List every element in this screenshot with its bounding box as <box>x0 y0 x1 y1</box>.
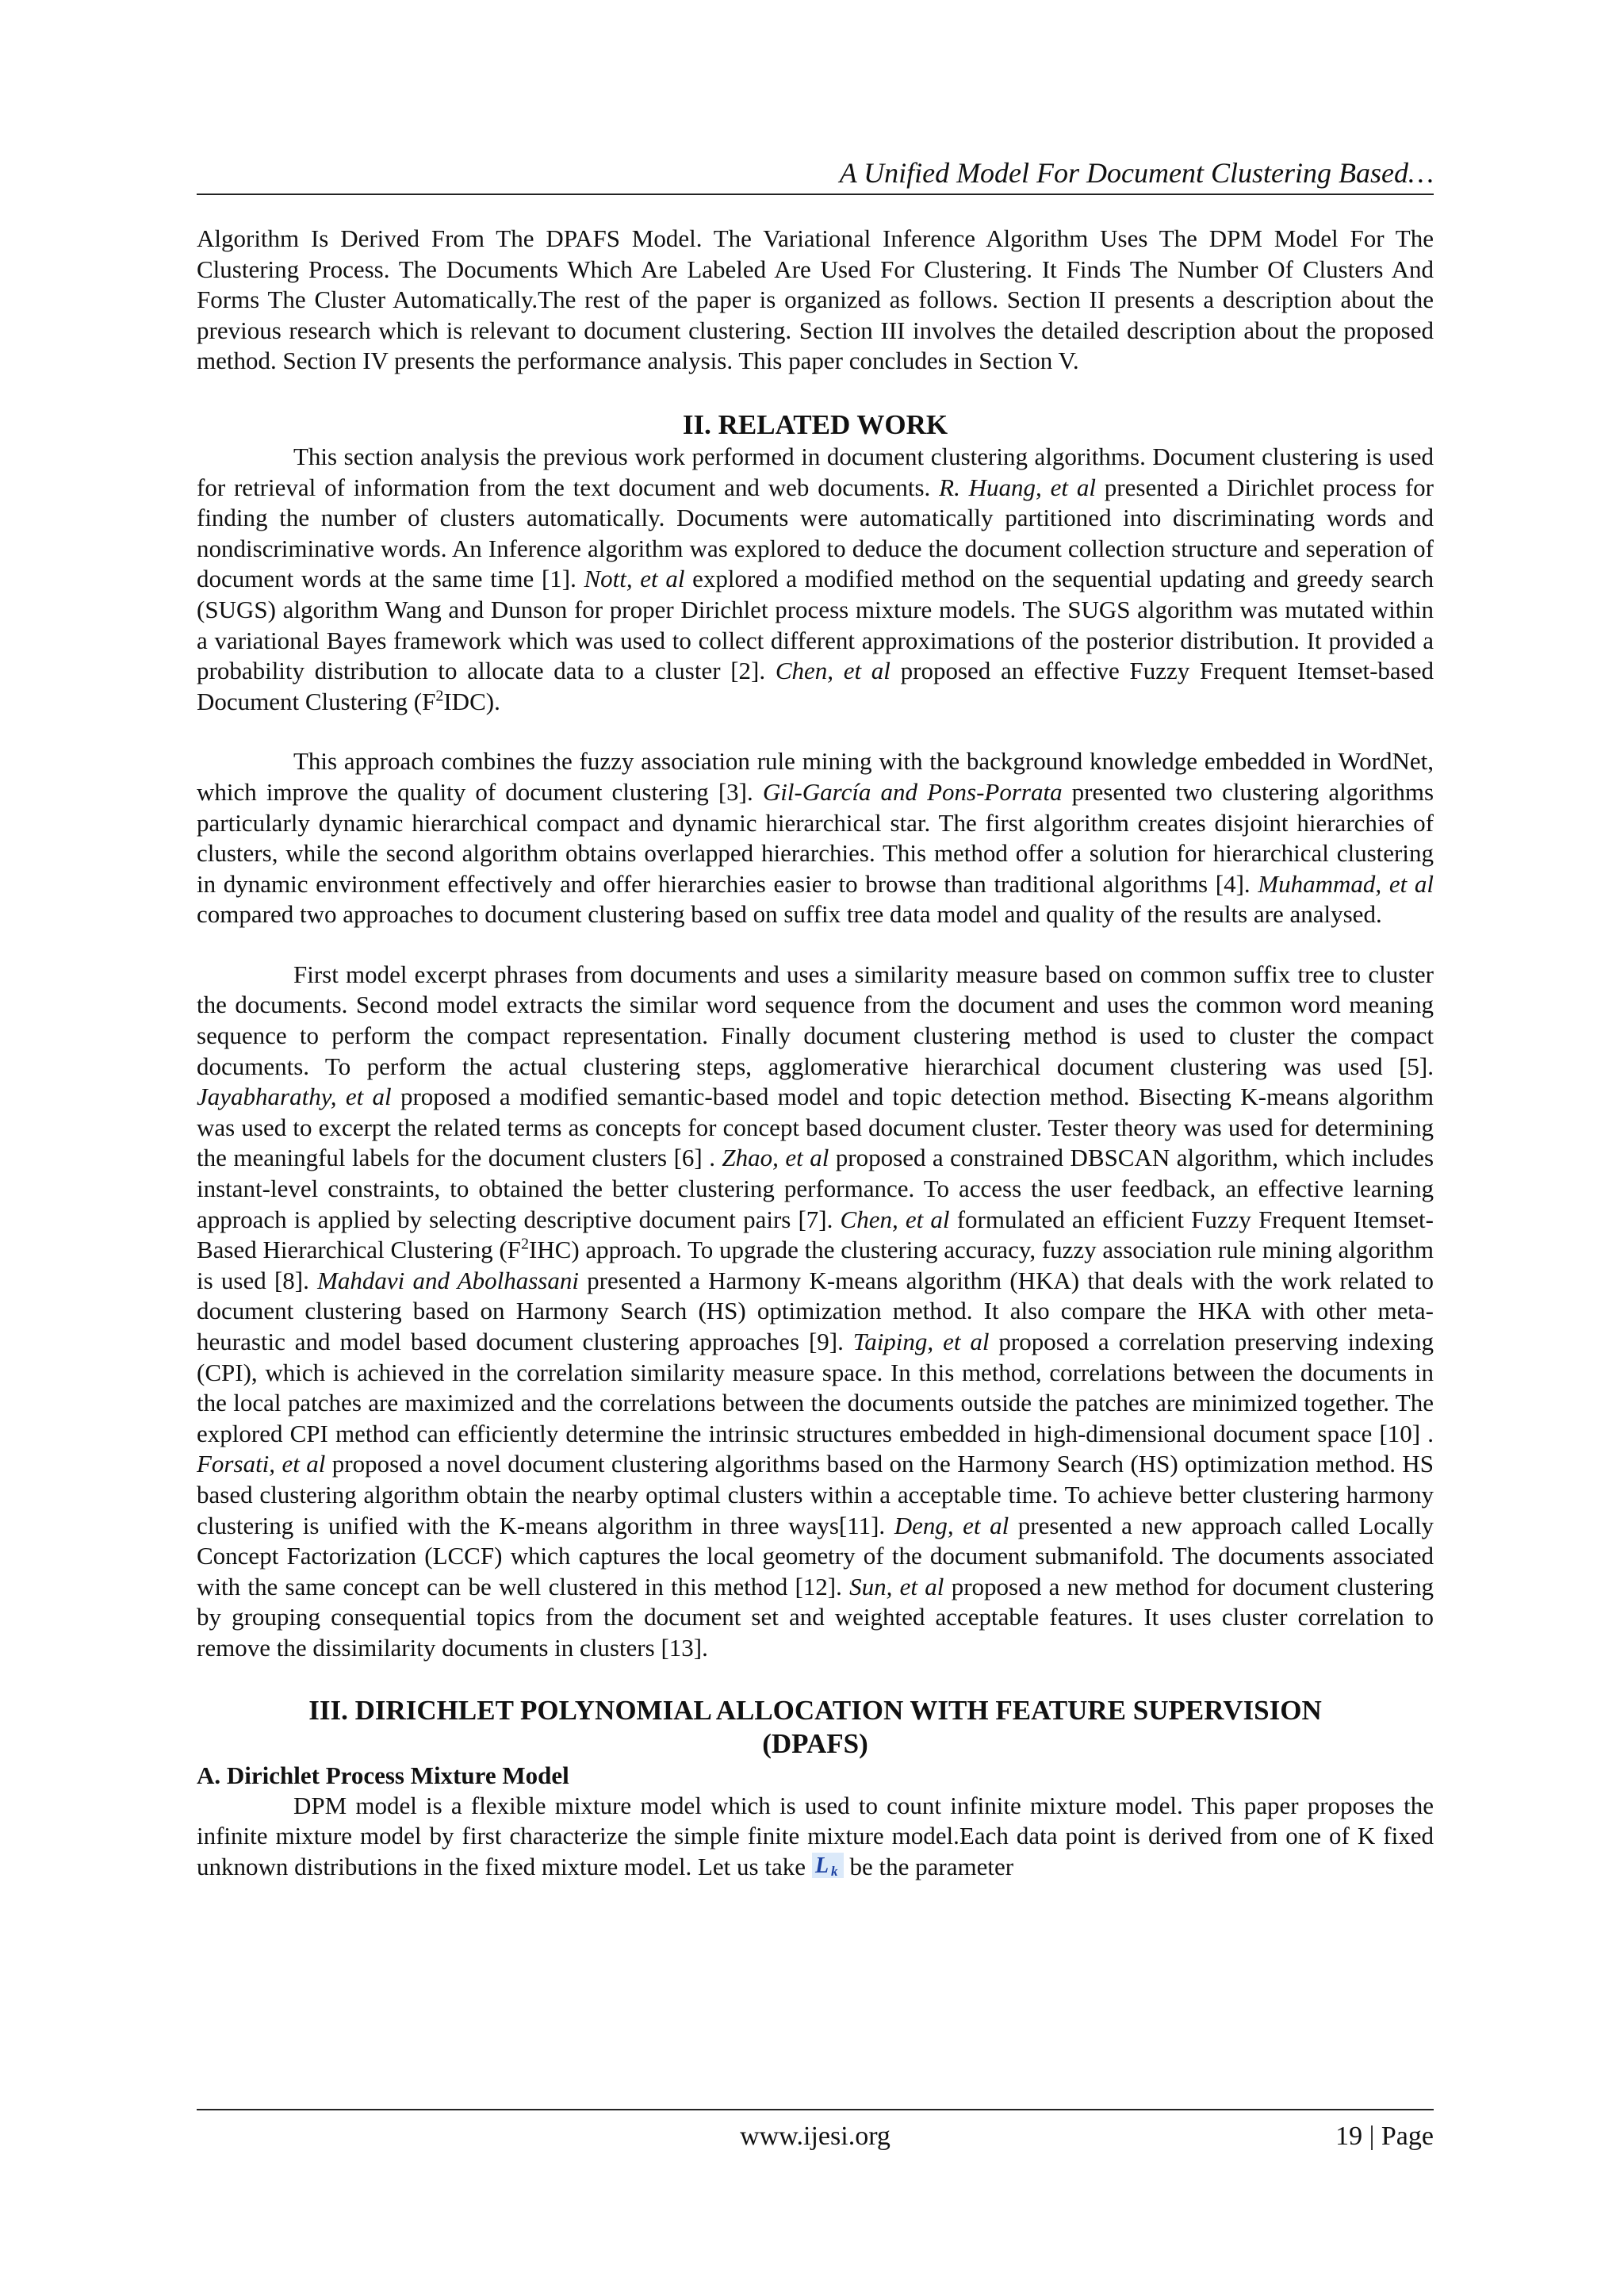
author-citation: Jayabharathy, et al <box>197 1083 392 1111</box>
text-run: This approach combines the fuzzy association rule mining with the background knowledge embedded in WordNet, which improve the quality of document clustering [3]. <box>197 747 1434 806</box>
superscript: 2 <box>520 1235 529 1253</box>
text-run: proposed a modified semantic-based model and topic detection method. Bisecting K-means algorithm was used to excerpt the related terms as concepts for concept based document cluster. Tester theory was used for determining the meaningful labels for the document clusters [6] . <box>197 1083 1434 1172</box>
author-citation: Nott, et al <box>584 565 685 593</box>
text-run: IHC) approach. To upgrade the clustering accuracy, fuzzy association rule mining algorithm is used [8]. <box>197 1236 1434 1294</box>
author-citation: Deng, et al <box>894 1511 1009 1539</box>
symbol-letter: L <box>814 1853 829 1878</box>
page-footer <box>197 2119 1434 2154</box>
parameter-symbol-lk <box>812 1853 844 1878</box>
text-run: explored a modified method on the sequential updating and greedy search (SUGS) algorithm Wang and Dunson for proper Dirichlet process mixture models. The SUGS algorithm was mutated within a variational Bayes framework which was used to collect different approximations of the posterior distribution. It provided a probability distribution to allocate data to a cluster [2]. <box>197 565 1434 685</box>
author-citation: Chen, et al <box>840 1205 950 1233</box>
subsection-heading-dpm: A. Dirichlet Process Mixture Model <box>197 1761 569 1789</box>
footer-rule <box>197 2109 1434 2110</box>
heading-line: (DPAFS) <box>762 1727 868 1759</box>
text-run: DPM model is a flexible mixture model which is used to count infinite mixture model. This paper proposes the infinite mixture model by first characterize the simple finite mixture model.Each data point is derived from one of K fixed unknown distributions in the fixed mixture model. Let us take <box>197 1791 1434 1880</box>
paragraph-gap <box>197 930 1434 960</box>
paper-page <box>197 0 1434 2296</box>
related-work-paragraph-3 <box>197 960 1434 1664</box>
journal-site: www.ijesi.org <box>740 2122 891 2151</box>
text-run: formulated an efficient Fuzzy Frequent Itemset-Based Hierarchical Clustering (F <box>197 1205 1434 1264</box>
text-run: presented a Dirichlet process for finding the number of clusters automatically. Documents were automatically partitioned into discriminating words and nondiscriminative words. An Inference algorithm was explored to deduce the document collection structure and seperation of document words at the same time [1]. <box>197 473 1434 593</box>
intro-paragraph: Algorithm Is Derived From The DPAFS Model. The Variational Inference Algorithm Uses The DPM Model For The Clustering Process. The Documents Which Are Labeled Are Used For Clustering. It Finds The Number Of Clusters And Forms The Cluster Automatically.The rest of the paper is organized as follows. Section II presents a description about the previous research which is relevant to document clustering. Section III involves the detailed description about the proposed method. Section IV presents the performance analysis. This paper concludes in Section V. <box>197 224 1434 375</box>
superscript: 2 <box>435 687 444 705</box>
text-run: presented two clustering algorithms particularly dynamic hierarchical compact and dynamic hierarchical star. The first algorithm creates disjoint hierarchies of clusters, while the second algorithm obtains overlapped hierarchies. This method offer a solution for hierarchical clustering in dynamic environment effectively and offer hierarchies easier to browse than traditional algorithms [4]. <box>197 777 1434 898</box>
text-run: compared two approaches to document clustering based on suffix tree data model and quality of the results are analysed. <box>197 900 1382 929</box>
text-run: presented a new approach called Locally Concept Factorization (LCCF) which captures the local geometry of the document submanifold. The documents associated with the same concept can be well clustered in this method [12]. <box>197 1511 1434 1600</box>
header-rule <box>197 194 1434 195</box>
dpm-paragraph <box>197 1791 1434 1883</box>
text-run: proposed a correlation preserving indexing (CPI), which is achieved in the correlation similarity measure space. In this method, correlations between the documents in the local patches are maximized and the correlations between the documents outside the patches are minimized together. The explored CPI method can efficiently determine the intrinsic structures embedded in high-dimensional document space [10] . <box>197 1328 1434 1447</box>
section-heading-dpafs <box>197 1694 1434 1761</box>
author-citation: Sun, et al <box>849 1572 944 1600</box>
author-citation: Mahdavi and Abolhassani <box>317 1266 579 1294</box>
text-run: IDC). <box>443 687 500 715</box>
text-run: proposed a constrained DBSCAN algorithm, which includes instant-level constraints, to obtained the better clustering performance. To access the user feedback, an effective learning approach is applied by selecting descriptive document pairs [7]. <box>197 1144 1434 1233</box>
author-citation: Muhammad, et al <box>1258 869 1434 898</box>
author-citation: Gil-García and Pons-Porrata <box>762 777 1063 806</box>
symbol-subscript: k <box>830 1863 838 1878</box>
related-work-paragraph-1 <box>197 442 1434 717</box>
author-citation: Taiping, et al <box>852 1328 990 1355</box>
running-header: A Unified Model For Document Clustering Based… <box>839 157 1434 189</box>
page-number: 19 | Page <box>1335 2122 1434 2151</box>
text-run: presented a Harmony K-means algorithm (HKA) that deals with the work related to document clustering based on Harmony Search (HS) optimization method. It also compare the HKA with other meta-heurastic and model based document clustering approaches [9]. <box>197 1266 1434 1355</box>
related-work-paragraph-2 <box>197 746 1434 930</box>
text-run: This section analysis the previous work performed in document clustering algorithms. Document clustering is used for retrieval of information from the text document and web documents. <box>197 442 1434 501</box>
section-heading-related-work: II. RELATED WORK <box>682 408 948 440</box>
text-run: First model excerpt phrases from documents and uses a similarity measure based on common suffix tree to cluster the documents. Second model extracts the similar word sequence from the document and uses the common word meaning sequence to perform the compact representation. Finally document clustering method is used to cluster the compact documents. To perform the actual clustering steps, agglomerative hierarchical document clustering was used [5]. <box>197 960 1434 1080</box>
page-body <box>197 224 1434 1882</box>
heading-line: III. DIRICHLET POLYNOMIAL ALLOCATION WITH FEATURE SUPERVISION <box>308 1694 1322 1726</box>
paragraph-gap <box>197 717 1434 746</box>
text-run: be the parameter <box>843 1852 1014 1880</box>
author-citation: R. Huang, et al <box>939 473 1096 501</box>
author-citation: Zhao, et al <box>722 1144 829 1172</box>
text-run: proposed a new method for document clustering by grouping consequential topics from the document set and weighted acceptable features. It uses cluster correlation to remove the dissimilarity documents in clusters [13]. <box>197 1572 1434 1662</box>
text-run: proposed an effective Fuzzy Frequent Itemset-based Document Clustering (F <box>197 657 1434 715</box>
author-citation: Chen, et al <box>775 657 891 685</box>
text-run: proposed a novel document clustering algorithms based on the Harmony Search (HS) optimization method. HS based clustering algorithm obtain the nearby optimal clusters within a acceptable time. To achieve better clustering harmony clustering is unified with the K-means algorithm in three ways[11]. <box>197 1450 1434 1539</box>
author-citation: Forsati, et al <box>197 1450 326 1478</box>
